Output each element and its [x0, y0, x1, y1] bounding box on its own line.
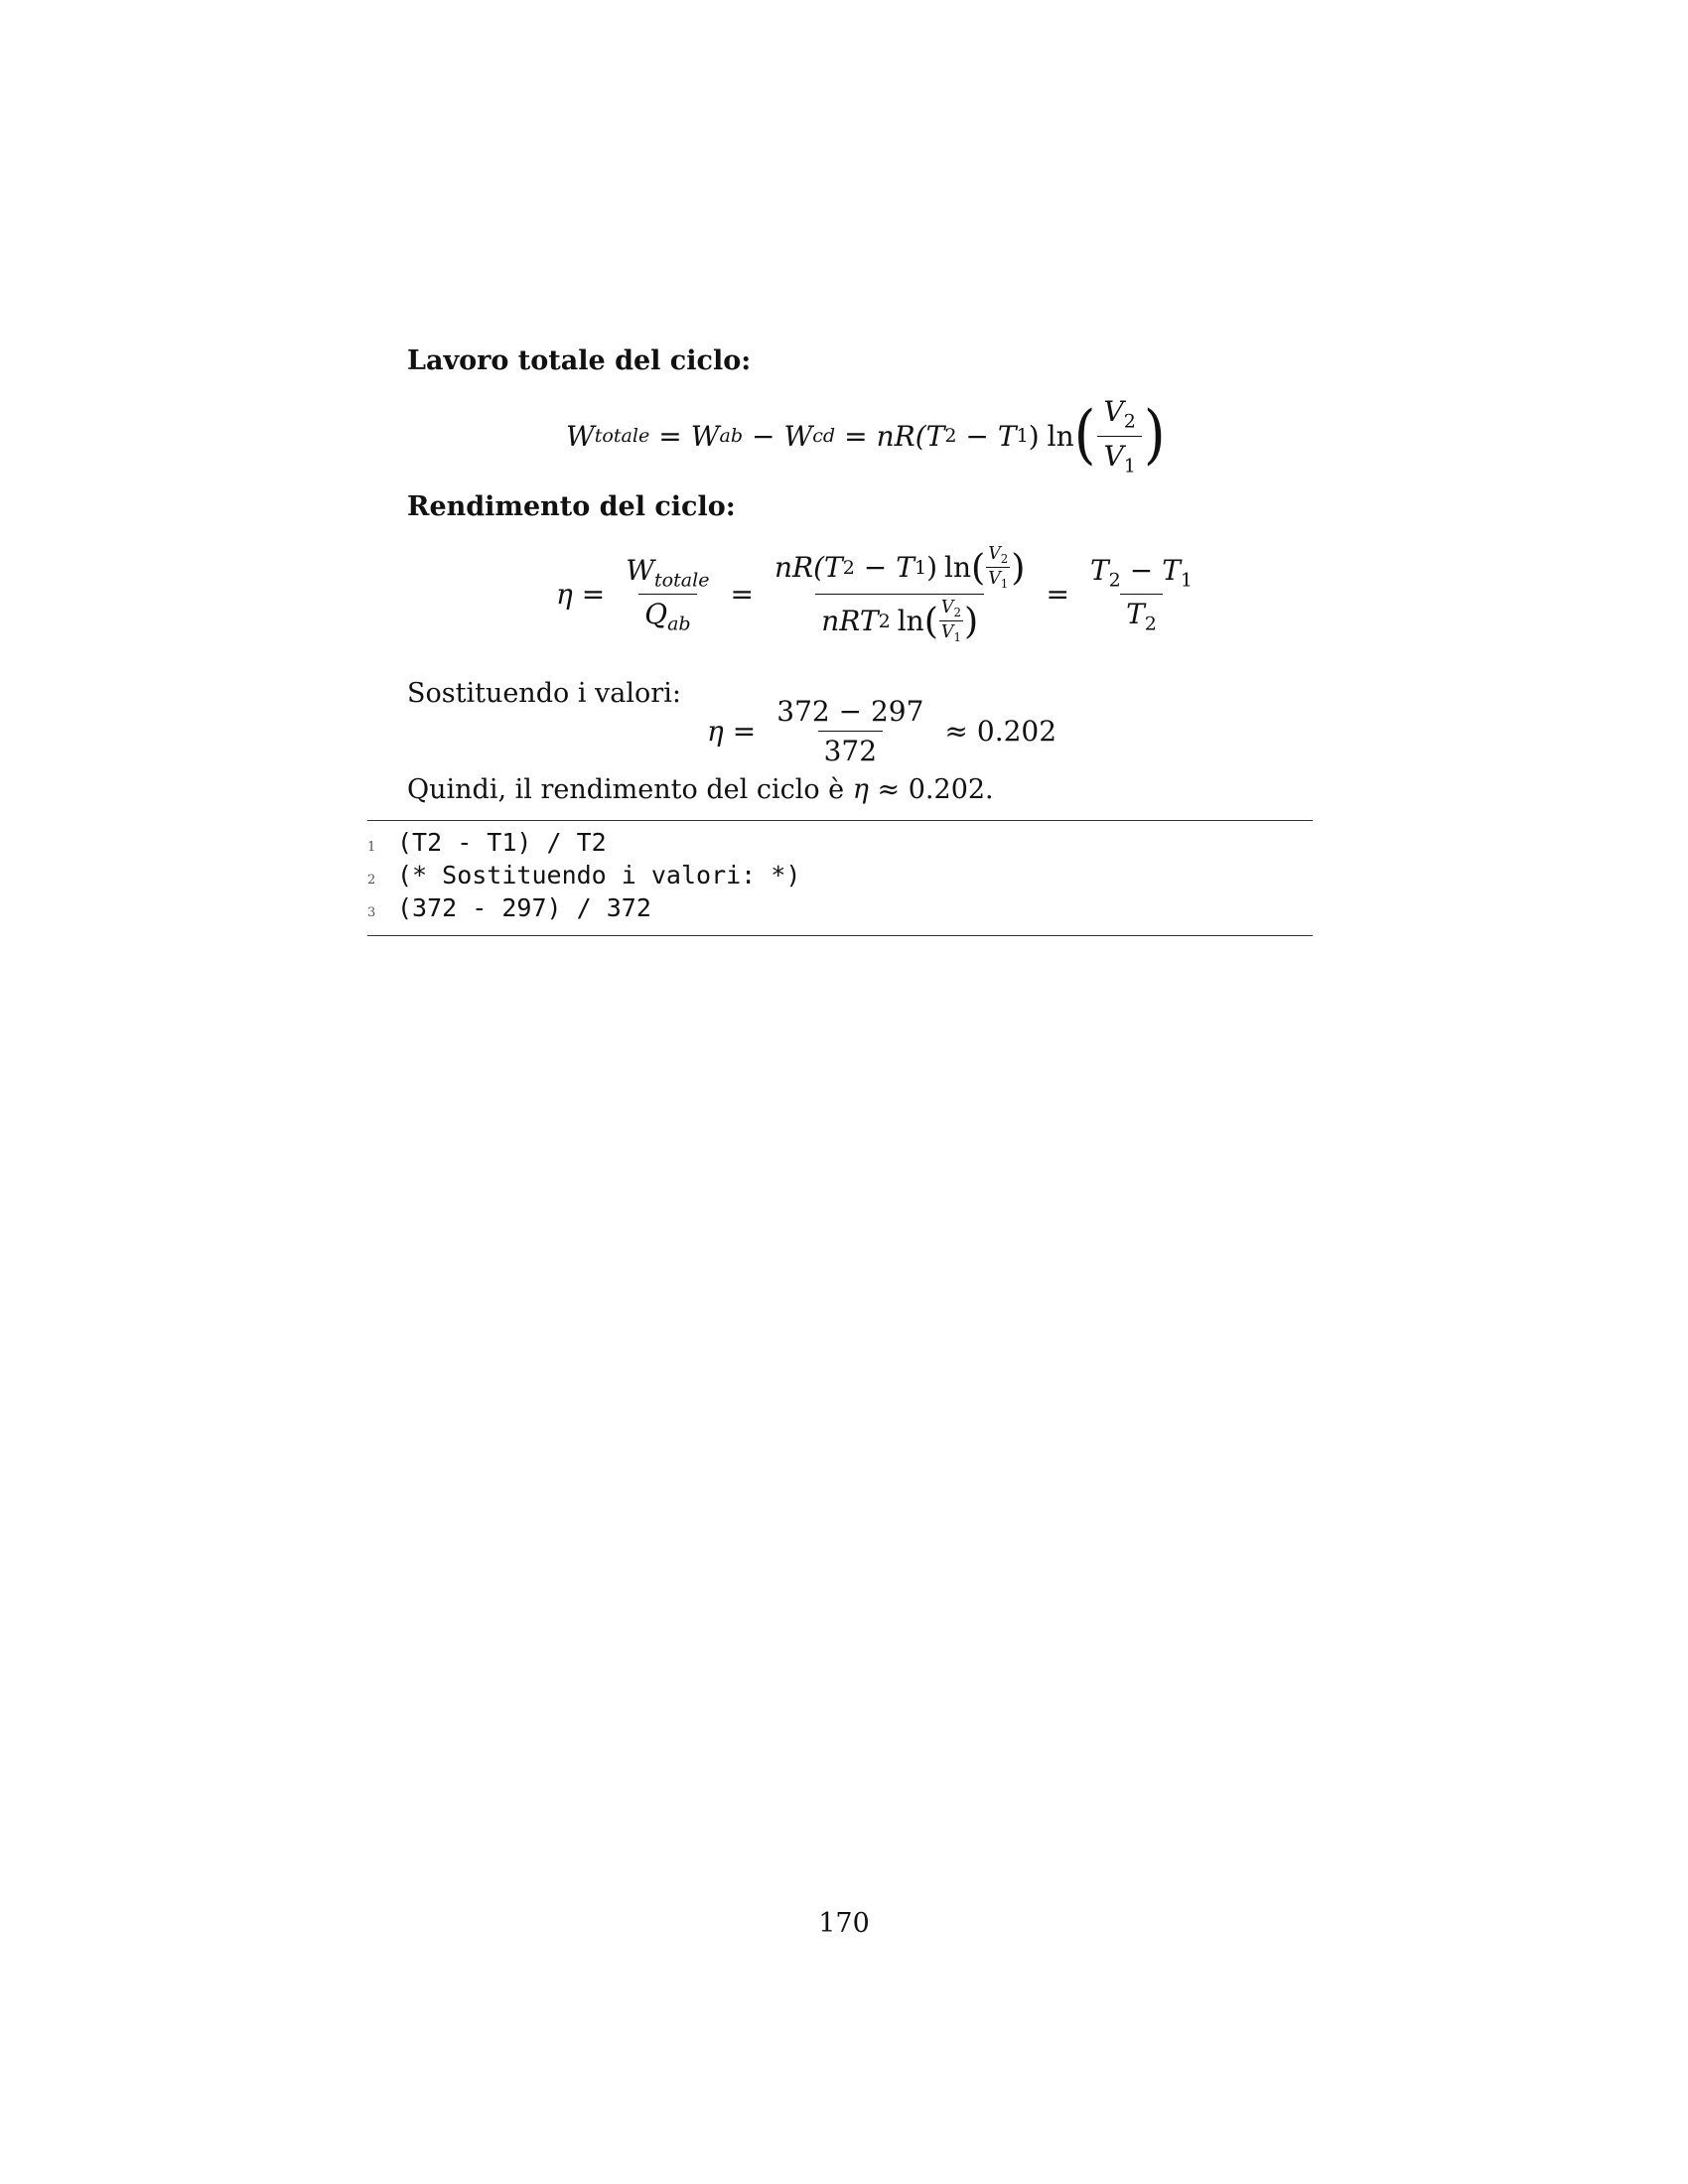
- fraction-expanded: nR( T 2 − T 1 ) ln ( $\frac{V_2}{V_1}$ ) nRT 2 ln ( $\frac{V_2}{V_1}$ ): [774, 544, 1026, 645]
- equation-numeric: η = $\frac{372 - 297}{372}$ ≈ 0.202: [707, 695, 1057, 767]
- code-text: (T2 - T1) / T2: [397, 828, 607, 857]
- code-line: [367, 893, 800, 926]
- line-number: 3: [367, 905, 376, 920]
- page-number: 170: [818, 1908, 870, 1939]
- code-text: (* Sostituendo i valori: *): [397, 861, 801, 889]
- fraction-t-result: $\frac{T_2 - T_1}{T_2}$: [1089, 553, 1193, 635]
- fraction-w-over-q: $\frac{W_{totale}}{Q_{ab}}$: [626, 553, 710, 635]
- code-listing: [367, 828, 800, 926]
- code-line: [367, 828, 800, 861]
- line-number: 2: [367, 873, 376, 887]
- sostituendo-text: Sostituendo i valori:: [407, 678, 681, 709]
- code-line: [367, 861, 800, 893]
- code-top-rule: [367, 820, 1313, 821]
- code-bottom-rule: [367, 935, 1313, 936]
- line-number: 1: [367, 840, 376, 855]
- heading-rendimento: Rendimento del ciclo:: [407, 491, 736, 522]
- fraction-v2-v1: $\frac{V_2}{V_1}$: [1097, 395, 1141, 477]
- heading-lavoro-totale: Lavoro totale del ciclo:: [407, 345, 752, 376]
- code-text: (372 - 297) / 372: [397, 893, 651, 922]
- equation-rendimento: η = $\frac{W_{totale}}{Q_{ab}}$ = nR( T 2 − T 1 ) ln ( $\frac{V_2}{V_1}$ ) nRT 2 ln ( $\frac{V_2}{V_1}$ ) = $\frac{T_2 - T_1}{T_2}$: [556, 544, 1204, 645]
- conclusion-text: Quindi, il rendimento del ciclo è η ≈ 0.202.: [407, 774, 994, 805]
- equation-lavoro-totale: W totale = W ab − W cd = nR( T 2 − T 1 ) ln ( $\frac{V_2}{V_1}$ ): [566, 395, 1166, 478]
